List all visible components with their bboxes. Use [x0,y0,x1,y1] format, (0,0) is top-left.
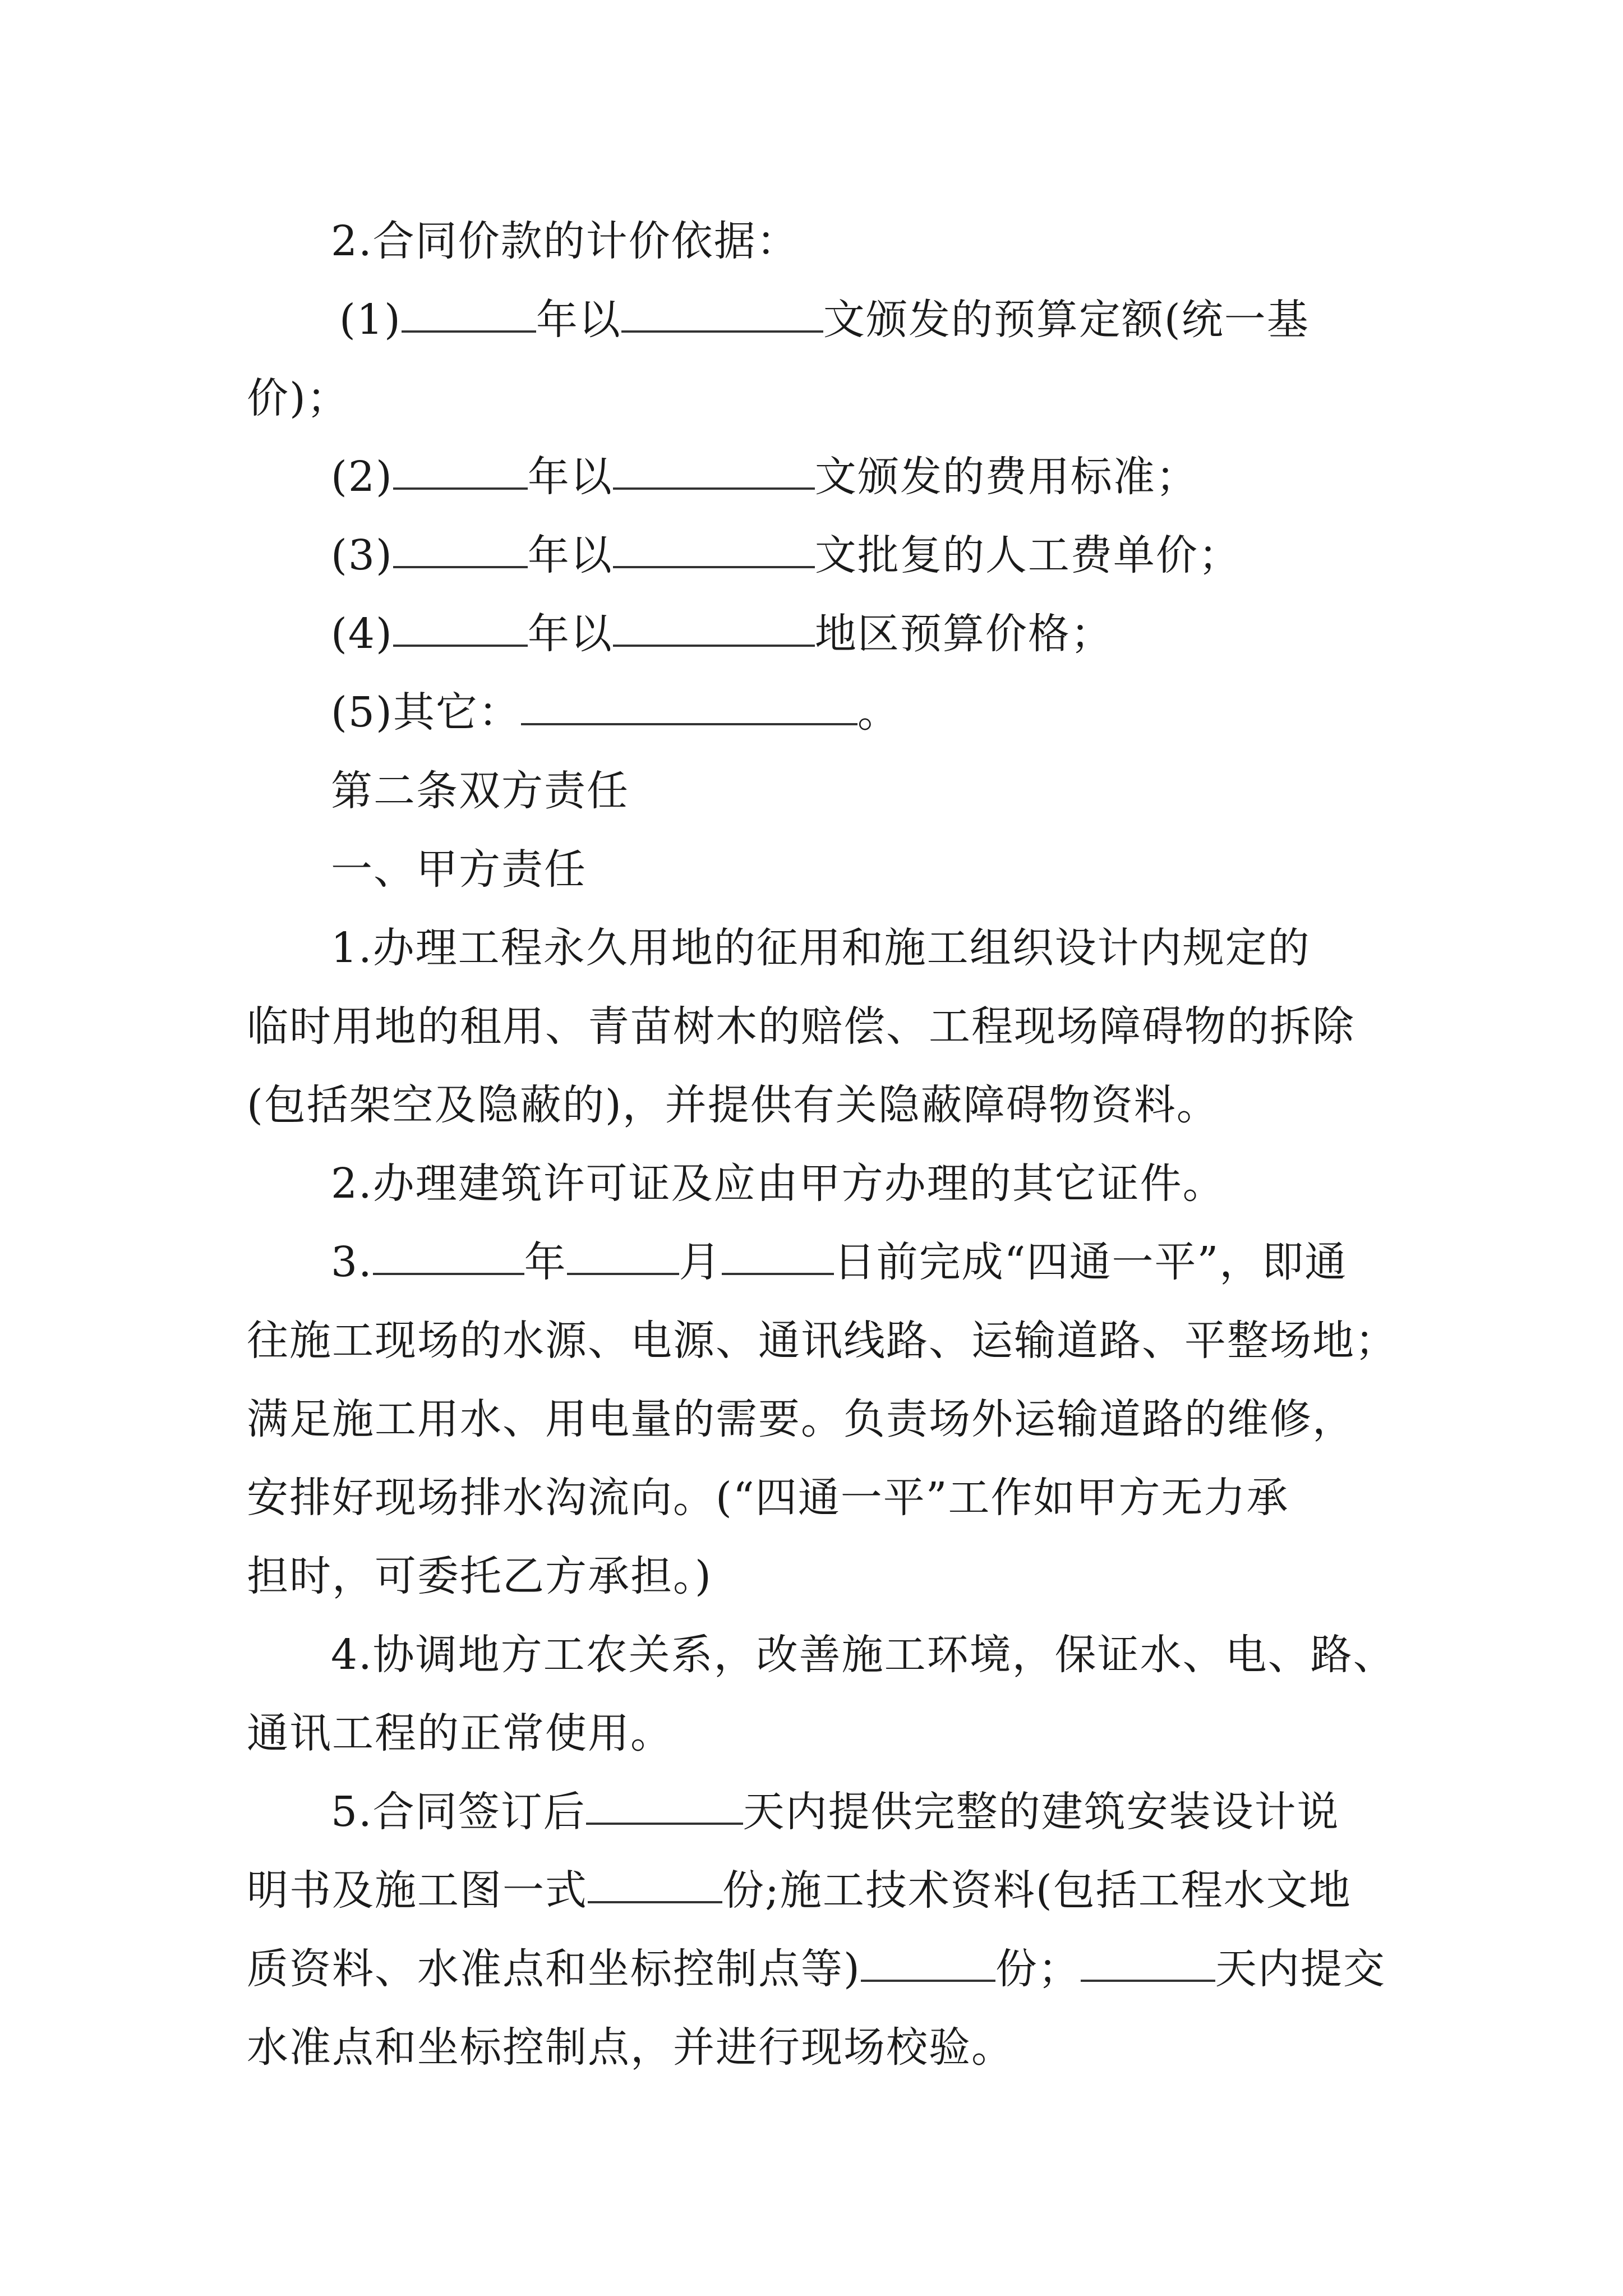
text-line [247,2008,1014,2087]
text-line [331,516,1241,595]
text-line [331,595,1113,673]
line-text: (3) [331,531,393,579]
line-text: 担时，可委托乙方承担。) [247,1552,712,1600]
line-text: 天内提交 [1215,1945,1386,1993]
line-text: 质资料、水准点和坐标控制点等) [247,1945,861,1993]
line-text: 明书及施工图一式 [247,1866,588,1915]
text-line [247,1930,1386,2008]
line-text: 日前完成“四通一平”，即通 [833,1238,1348,1286]
line-text: 通讯工程的正常使用。 [247,1709,673,1757]
line-text: 安排好现场排水沟流向。(“四通一平”工作如甲方无力承 [247,1474,1289,1522]
text-line [247,1851,1352,1930]
text-line [247,1694,673,1773]
line-text: 水准点和坐标控制点，并进行现场校验。 [247,2023,1014,2072]
line-text: 年 [524,1238,567,1286]
line-text: (1) [339,296,402,344]
blank-line [402,290,536,333]
line-text: 满足施工用水、用电量的需要。负责场外运输道路的维修， [247,1395,1355,1443]
text-line [247,1380,1355,1458]
text-line [331,1616,1396,1694]
line-text: 年以 [527,610,613,658]
line-text: 份； [995,1945,1081,1993]
line-text: 年以 [527,531,613,579]
blank-line [393,604,528,647]
line-text: 文批复的人工费单价； [814,531,1241,579]
line-text: 地区预算价格； [814,610,1113,658]
line-text: 年以 [527,453,613,501]
text-line [331,1144,1225,1223]
line-text: 文颁发的费用标准； [814,453,1198,501]
line-text: 3. [331,1238,373,1286]
line-text: 一、甲方责任 [331,845,587,894]
text-line [331,438,1198,516]
line-text: 往施工现场的水源、电源、通讯线路、运输道路、平整场地； [247,1317,1398,1365]
text-line [331,909,1311,987]
line-text: 1.办理工程永久用地的征用和施工组织设计内规定的 [331,924,1311,972]
blank-line [567,1232,679,1275]
text-line [247,1537,712,1616]
line-text: 5.合同签订后 [331,1788,586,1836]
blank-line [621,290,823,333]
text-line [247,359,349,438]
line-text: 月 [679,1238,722,1286]
blank-line [393,447,528,490]
line-text: 天内提供完整的建筑安装设计说 [743,1788,1340,1836]
text-line [331,202,799,280]
text-line [331,1773,1340,1851]
text-line [331,1223,1347,1301]
blank-line [1081,1939,1215,1982]
text-line [247,1066,1219,1144]
text-line [247,987,1355,1066]
line-text: 文颁发的预算定额(统一基 [823,296,1310,344]
blank-line [722,1232,834,1275]
blank-line [521,683,857,725]
blank-line [588,1861,722,1903]
line-text: 2.办理建筑许可证及应由甲方办理的其它证件。 [331,1159,1225,1208]
blank-line [613,604,815,647]
text-line [247,1458,1289,1537]
line-text: 4.协调地方工农关系，改善施工环境，保证水、电、路、 [331,1631,1396,1679]
line-text: 。 [857,688,900,737]
line-text: (2) [331,453,393,501]
line-text: 第二条双方责任 [331,767,629,815]
line-text: 2.合同价款的计价依据： [331,217,799,265]
blank-line [613,526,815,568]
text-line [331,673,900,752]
section-heading [331,830,587,909]
line-text: (4) [331,610,393,658]
blank-line [586,1782,743,1825]
line-text: 份;施工技术资料(包括工程水文地 [722,1866,1352,1915]
line-text: (5)其它： [331,688,521,737]
blank-line [393,526,528,568]
line-text: 临时用地的租用、青苗树木的赔偿、工程现场障碍物的拆除 [247,1002,1355,1051]
line-text: 年以 [536,296,621,344]
blank-line [861,1939,995,1982]
text-line [339,280,1310,359]
blank-line [613,447,815,490]
line-text: 价)； [247,374,349,422]
blank-line [373,1232,524,1275]
section-heading [331,752,629,830]
text-line [247,1301,1398,1380]
line-text: (包括架空及隐蔽的)，并提供有关隐蔽障碍物资料。 [247,1081,1219,1129]
